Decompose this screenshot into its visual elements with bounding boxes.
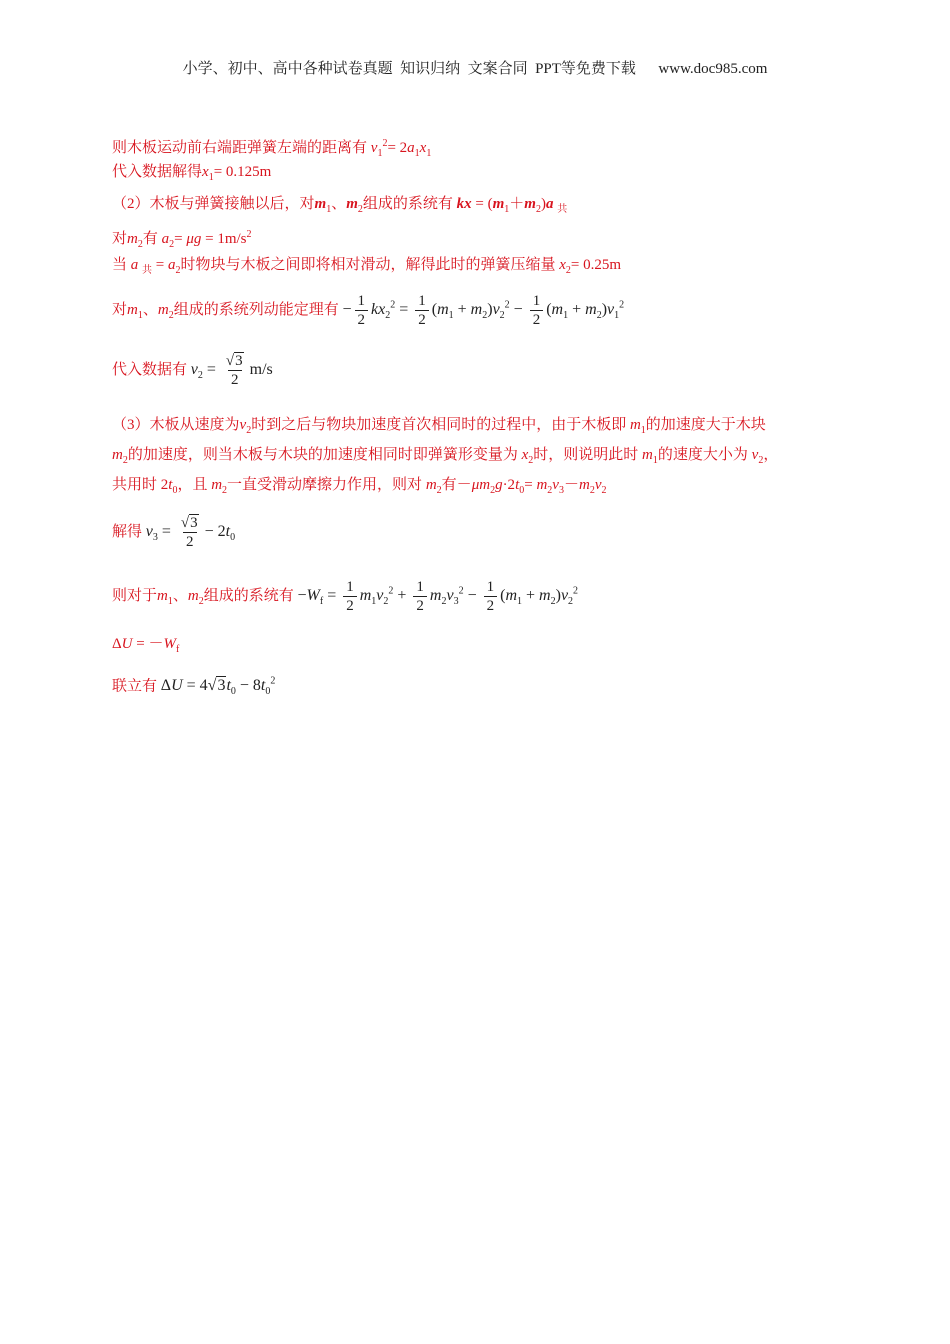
page-header: 小学、初中、高中各种试卷真题 知识归纳 文案合同 PPT等免费下载 www.doc985.com (182, 61, 768, 77)
solution-line-9: $m_2$的加速度，则当木板与木块的加速度相同时即弹簧形变量为 $x_2$时，则说明此时 $m_1$的速度大小为 $v_2$， (112, 447, 779, 466)
solution-line-7: 代入数据有 $v_2$ = $\frac{√3}{2}$ m/s (112, 353, 273, 388)
solution-line-1: 则木板运动前右端距弹簧左端的距离有 $v_1^2= 2a_1x_1$ (112, 138, 432, 159)
energy-equation: − $\frac{1}{2}$ $kx_2^2$ = $\frac{1}{2}$ $(m_1 + m_2)v_2^2$ − $\frac{1}{2}$ $(m_1 + m_2)v_1^2$ (342, 293, 625, 328)
solution-line-8: （3）木板从速度为$v_2$时到之后与物块加速度首次相同时的过程中，由于木板即 $m_1$的加速度大于木块 (112, 417, 766, 436)
solution-line-11: 解得 $v_3$ = $\frac{√3}{2}$ − $2t_0$ (112, 515, 236, 550)
solution-line-12: 则对于$m_1$、$m_2$组成的系统有 $-W_f$ = $\frac{1}{2}$ $m_1v_2^2$ + $\frac{1}{2}$ $m_2v_3^2$ − $\frac{1}{2}$ $(m_1 + m_2)v_2^2$ (112, 579, 579, 614)
solution-line-5: 当 a $_共 = a_2$时物块与木板之间即将相对滑动，解得此时的弹簧压缩量 $x_2= 0.25m$ (112, 257, 622, 276)
solution-line-6: 对$m_1$、$m_2$组成的系统列动能定理有 − $\frac{1}{2}$ $kx_2^2$ = $\frac{1}{2}$ $(m_1 + m_2)v_2^2$ − $\frac{1}{2}$ $(m_1 + m_2)v_1^2$ (112, 293, 625, 328)
solution-line-4: 对$m_2$有 $a_2= \mu g = 1m/s^2$ (112, 229, 252, 250)
solution-line-3: （2）木板与弹簧接触以后，对$m_1$、$m_2$组成的系统有 kx = $(m_1+m_2)a$ $_共$ (112, 196, 568, 215)
solution-line-14: 联立有 $\Delta U = 4√3t_0 - 8t_0^2$ (112, 676, 276, 698)
solution-line-2: 代入数据解得$x_1= 0.125m$ (112, 164, 272, 183)
solution-line-10: 共用时 $2t_0$，且 $m_2$一直受滑动摩擦力作用，则对 $m_2$有$-\mu m_2g\cdot 2t_0= m_2v_3-m_2v_2$ (112, 477, 607, 496)
solution-line-13: $\Delta U = -W_f$ (112, 636, 180, 655)
